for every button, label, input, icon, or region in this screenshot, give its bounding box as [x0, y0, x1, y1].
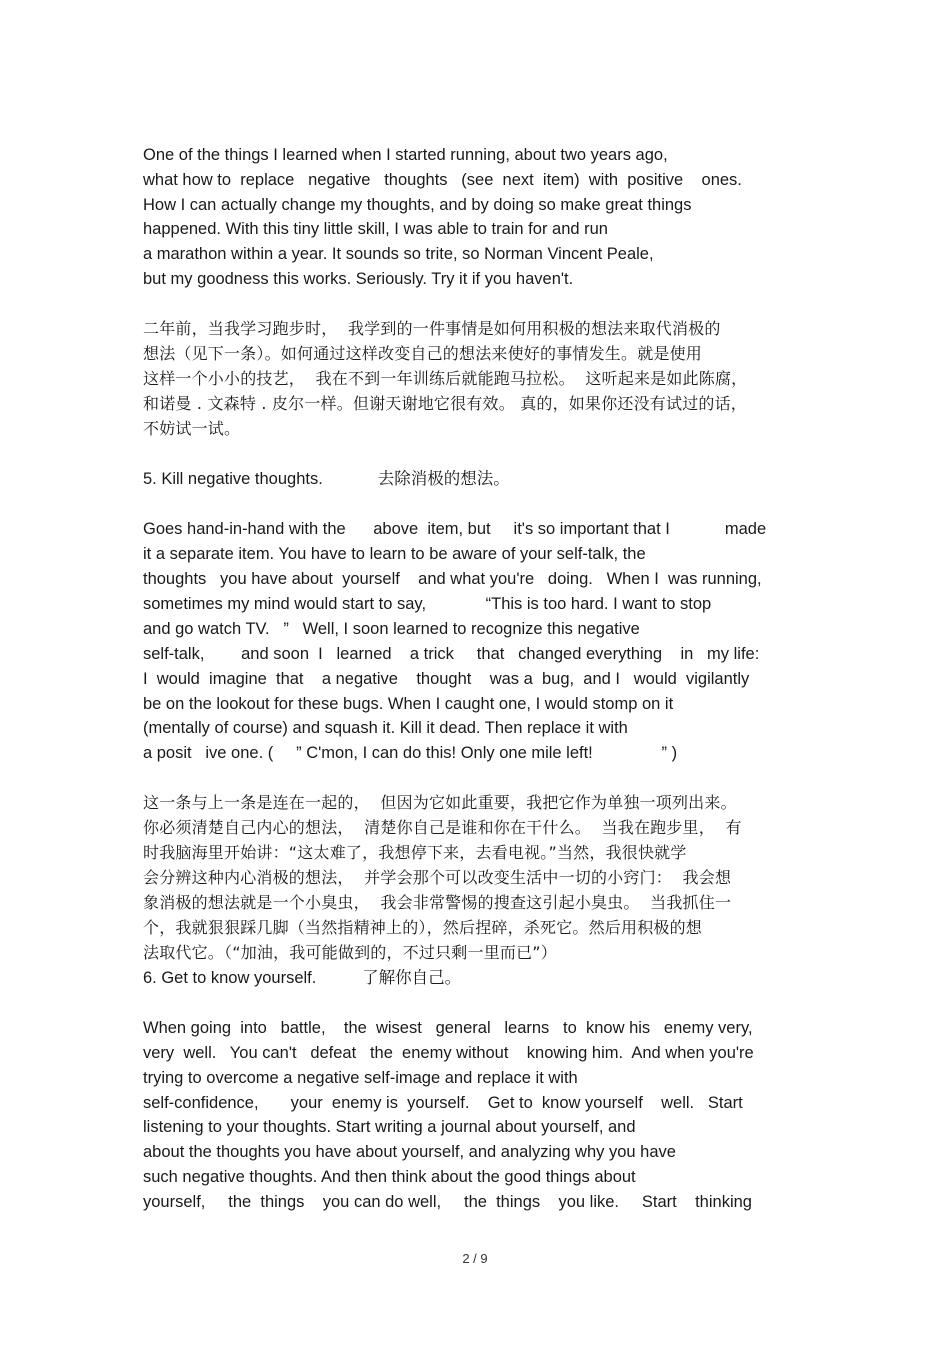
text-line: yourself, the things you can do well, the things you like. Start thinking [143, 1193, 752, 1211]
text-line: and go watch TV. ” Well, I soon learned to recognize this negative [143, 620, 640, 638]
text-line-zh: 二年前，当我学习跑步时， 我学到的一件事情是如何用积极的想法来取代消极的 [143, 319, 721, 338]
text-line: but my goodness this works. Seriously. Try it if you haven't. [143, 270, 574, 288]
text-line: I would imagine that a negative thought was a bug, and I would vigilantly [143, 670, 750, 688]
text-line-zh: 象消极的想法就是一个小臭虫， 我会非常警惕的搜查这引起小臭虫。 当我抓住一 [143, 893, 732, 912]
text-line: a marathon within a year. It sounds so trite, so Norman Vincent Peale, [143, 245, 654, 263]
text-line: about the thoughts you have about yourself, and analyzing why you have [143, 1143, 676, 1161]
text-line: self-talk, and soon I learned a trick that changed everything in my life: [143, 645, 760, 663]
section-heading: 6. Get to know yourself. 了解你自己。 [143, 969, 462, 987]
text-line-zh: 不妨试一试。 [143, 419, 241, 438]
text-line: happened. With this tiny little skill, I was able to train for and run [143, 220, 608, 238]
text-line-zh: 和诺曼 . 文森特 . 皮尔一样。但谢天谢地它很有效。 真的，如果你还没有试过的话， [143, 394, 748, 413]
text-line-zh: 这样一个小小的技艺， 我在不到一年训练后就能跑马拉松。 这听起来是如此陈腐， [143, 369, 748, 388]
text-line: what how to replace negative thoughts (see next item) with positive ones. [143, 171, 742, 189]
text-line-zh: 你必须清楚自己内心的想法， 清楚你自己是谁和你在干什么。 当我在跑步里， 有 [143, 818, 742, 837]
text-line-zh: 这一条与上一条是连在一起的， 但因为它如此重要，我把它作为单独一项列出来。 [143, 793, 737, 812]
text-line: such negative thoughts. And then think about the good things about [143, 1168, 636, 1186]
text-line: How I can actually change my thoughts, and by doing so make great things [143, 196, 692, 214]
text-line: it a separate item. You have to learn to be aware of your self-talk, the [143, 545, 646, 563]
text-line: a posit ive one. ( ” C'mon, I can do this! Only one mile left! ” ) [143, 744, 678, 762]
text-line: When going into battle, the wisest general learns to know his enemy very, [143, 1019, 753, 1037]
text-line: be on the lookout for these bugs. When I caught one, I would stomp on it [143, 695, 674, 713]
text-line-zh: 个，我就狠狠踩几脚（当然指精神上的），然后捏碎，杀死它。然后用积极的想 [143, 918, 703, 937]
text-line: listening to your thoughts. Start writing a journal about yourself, and [143, 1118, 636, 1136]
text-line: sometimes my mind would start to say, “This is too hard. I want to stop [143, 595, 712, 613]
text-line: Goes hand-in-hand with the above item, but it's so important that I made [143, 520, 767, 538]
text-line: (mentally of course) and squash it. Kill it dead. Then replace it with [143, 719, 628, 737]
text-line: very well. You can't defeat the enemy without knowing him. And when you're [143, 1044, 754, 1062]
text-line: thoughts you have about yourself and what you're doing. When I was running, [143, 570, 762, 588]
text-line-zh: 时我脑海里开始讲：“这太难了，我想停下来，去看电视。”当然，我很快就学 [143, 843, 687, 862]
text-line-zh: 想法（见下一条）。如何通过这样改变自己的想法来使好的事情发生。就是使用 [143, 344, 703, 363]
text-line: One of the things I learned when I started running, about two years ago, [143, 146, 668, 164]
text-line-zh: 会分辨这种内心消极的想法， 并学会那个可以改变生活中一切的小窍门： 我会想 [143, 868, 732, 887]
text-line: trying to overcome a negative self-image and replace it with [143, 1069, 578, 1087]
text-line-zh: 法取代它。（“加油，我可能做到的，不过只剩一里而已”） [143, 943, 557, 962]
page-number: 2 / 9 [462, 1251, 488, 1266]
text-line: self-confidence, your enemy is yourself. Get to know yourself well. Start [143, 1094, 743, 1112]
section-heading: 5. Kill negative thoughts. 去除消极的想法。 [143, 470, 510, 488]
